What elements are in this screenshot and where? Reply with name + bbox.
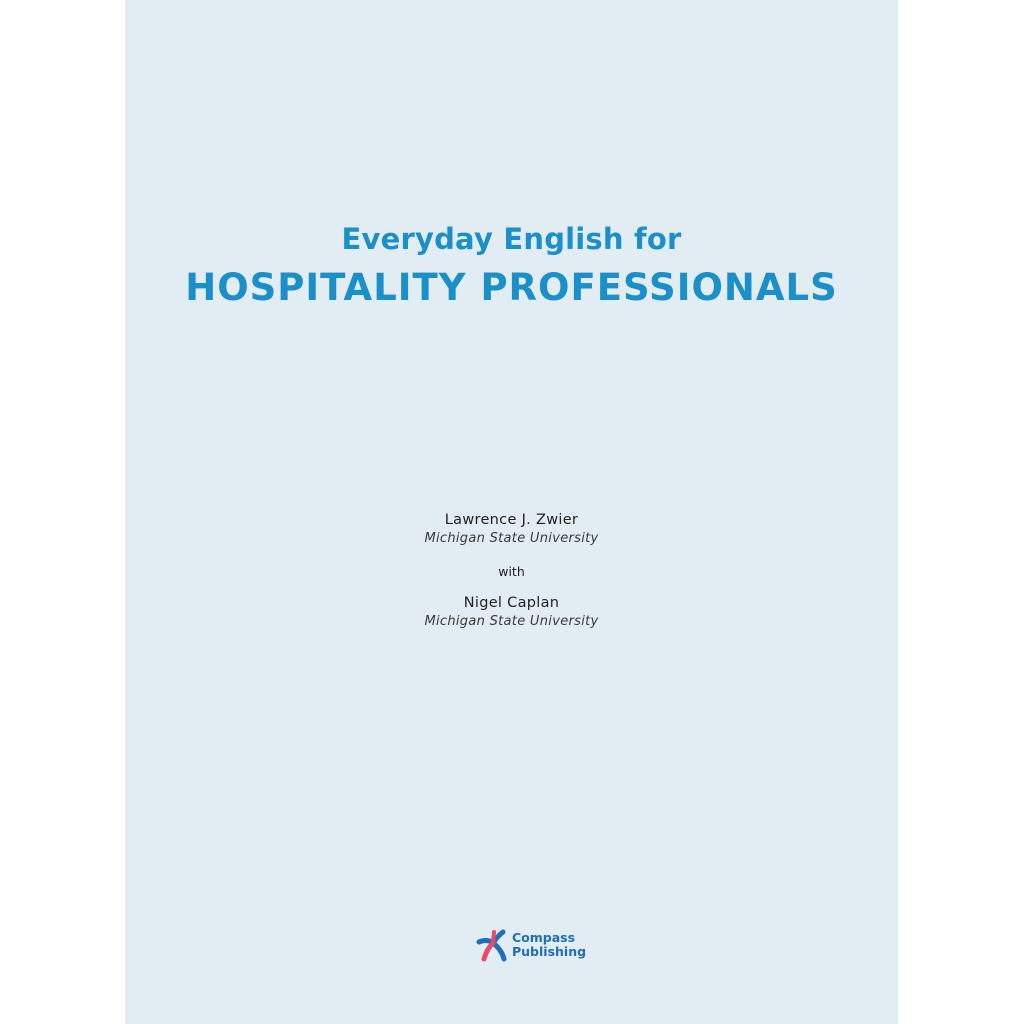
book-subtitle: Everyday English for: [341, 222, 682, 256]
coauthor-affiliation: Michigan State University: [424, 614, 599, 629]
author-affiliation: Michigan State University: [424, 531, 599, 546]
compass-star-logo-icon: [475, 929, 511, 963]
publisher-name-line2: Publishing: [512, 944, 587, 959]
publisher-name-line1: Compass: [512, 930, 576, 945]
publisher-name: [512, 931, 586, 959]
publisher-logo: [475, 929, 585, 963]
title-page: [125, 0, 898, 1024]
credits: [125, 510, 898, 631]
author-name: Lawrence J. Zwier: [444, 512, 579, 528]
book-title: HOSPITALITY PROFESSIONALS: [185, 266, 838, 309]
connector-text: with: [498, 564, 525, 579]
coauthor-name: Nigel Caplan: [463, 595, 560, 611]
